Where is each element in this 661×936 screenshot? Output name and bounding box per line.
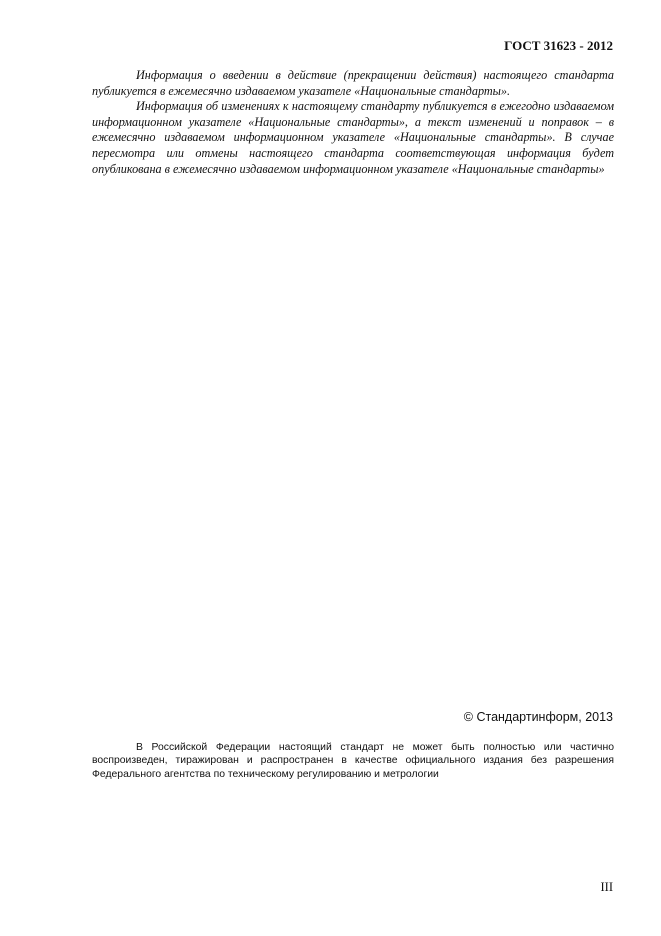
publication-notice xyxy=(92,68,614,177)
reproduction-rights-notice: В Российской Федерации настоящий стандарт не может быть полностью или частично воспроизведен, тиражирован и распространен в качестве официального издания без разрешения Федерального агентства по техническому регулированию и метрологии xyxy=(92,742,614,780)
notice-paragraph-changes: Информация об изменениях к настоящему стандарту публикуется в ежегодно издаваемом информационном указателе «Национальные стандарты», а текст изменений и поправок – в ежемесячно издаваемом информационном указателе «Национальные стандарты». В случае пересмотра или отмены настоящего стандарта соответствующая информация будет опубликована в ежемесячно издаваемом информационном указателе «Национальные стандарты» xyxy=(92,99,614,176)
page-number: III xyxy=(600,880,613,894)
standard-code: ГОСТ 31623 - 2012 xyxy=(504,38,613,53)
notice-paragraph-effective: Информация о введении в действие (прекращении действия) настоящего стандарта публикуется в ежемесячно издаваемом указателе «Национальные стандарты». xyxy=(92,68,614,98)
copyright-line: © Стандартинформ, 2013 xyxy=(463,710,613,724)
